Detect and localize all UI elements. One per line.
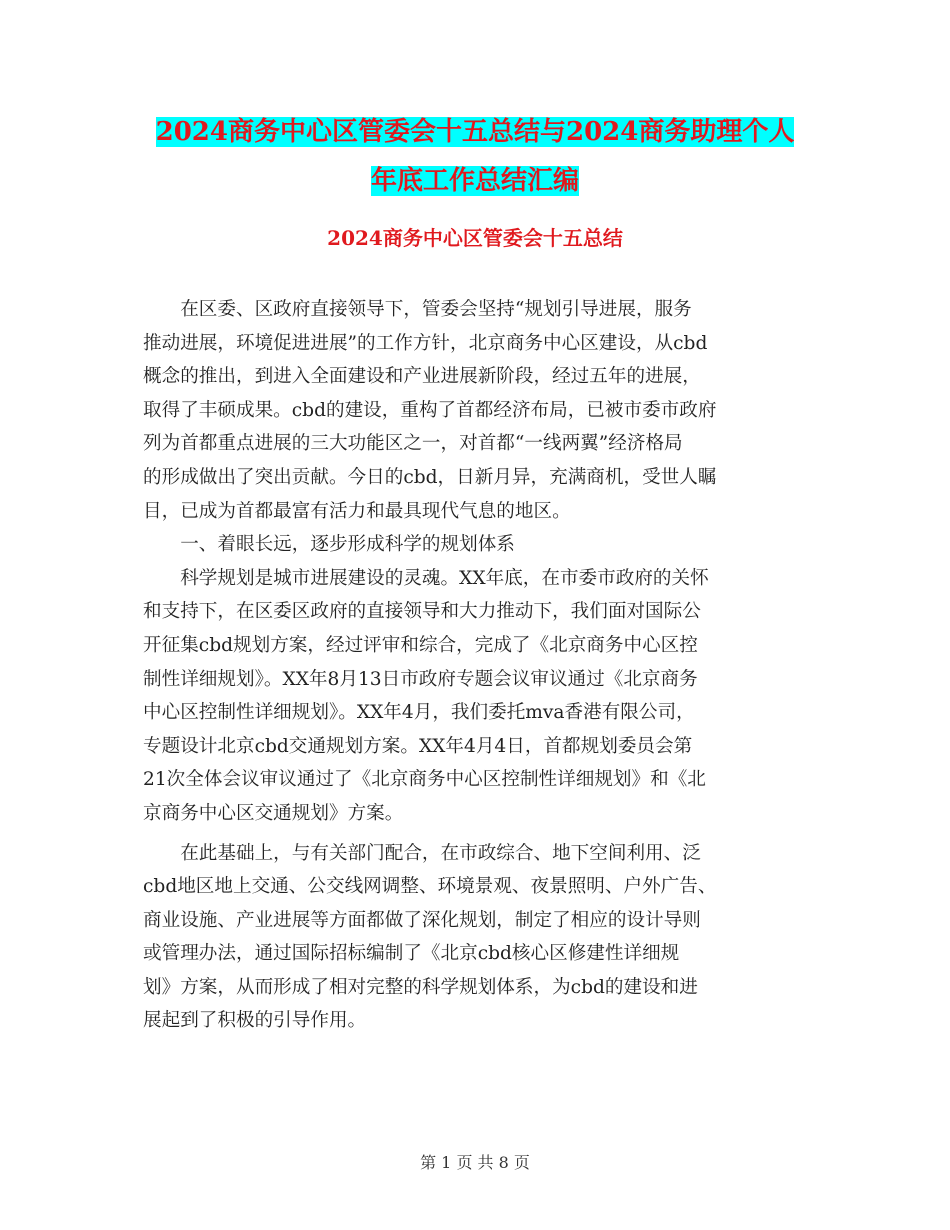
paragraph-line: 推动进展，环境促进进展”的工作方针，北京商务中心区建设，从cbd bbox=[143, 332, 708, 354]
paragraph-line: 中心区控制性详细规划》。XX年4月，我们委托mva香港有限公司， bbox=[143, 702, 695, 724]
page-footer: 第 1 页 共 8 页 bbox=[420, 1153, 530, 1172]
paragraph-line: 展起到了积极的引导作用。 bbox=[143, 1010, 367, 1032]
section-title: 2024商务中心区管委会十五总结 bbox=[327, 226, 623, 250]
paragraph bbox=[143, 837, 813, 1039]
paragraph-line: 在区委、区政府直接领导下，管委会坚持“规划引导进展，服务 bbox=[143, 299, 692, 320]
paragraph-line: 的形成做出了突出贡献。今日的cbd，日新月异，充满商机，受世人瞩 bbox=[143, 466, 717, 488]
paragraph-line: 商业设施、产业进展等方面都做了深化规划，制定了相应的设计导则 bbox=[143, 909, 701, 931]
paragraph-line: 或管理办法，通过国际招标编制了《北京cbd核心区修建性详细规 bbox=[143, 943, 680, 965]
paragraph-line: 开征集cbd规划方案，经过评审和综合，完成了《北京商务中心区控 bbox=[143, 634, 698, 656]
document-title bbox=[0, 108, 950, 206]
paragraph bbox=[143, 528, 813, 562]
paragraph-line: 一、着眼长远，逐步形成科学的规划体系 bbox=[143, 534, 515, 556]
paragraph-line: 京商务中心区交通规划》方案。 bbox=[143, 802, 404, 824]
paragraph bbox=[143, 562, 813, 831]
title-line-2: 年底工作总结汇编 bbox=[370, 166, 579, 196]
title-line-1: 2024商务中心区管委会十五总结与2024商务助理个人 bbox=[155, 117, 795, 147]
paragraph-line: 划》方案，从而形成了相对完整的科学规划体系，为cbd的建设和进 bbox=[143, 976, 698, 998]
paragraph-line: 在此基础上，与有关部门配合，在市政综合、地下空间利用、泛 bbox=[143, 842, 701, 864]
paragraph-line: 科学规划是城市进展建设的灵魂。XX年底，在市委市政府的关怀 bbox=[143, 567, 709, 589]
paragraph-line: cbd地区地上交通、公交线网调整、环境景观、夜景照明、户外广告、 bbox=[143, 876, 717, 898]
body-text bbox=[143, 293, 813, 1038]
paragraph-line: 概念的推出，到进入全面建设和产业进展新阶段，经过五年的进展， bbox=[143, 366, 701, 388]
paragraph-line: 目，已成为首都最富有活力和最具现代气息的地区。 bbox=[143, 500, 571, 522]
paragraph-line: 制性详细规划》。XX年8月13日市政府专题会议审议通过《北京商务 bbox=[143, 668, 698, 690]
paragraph-line: 取得了丰硕成果。cbd的建设，重构了首都经济布局，已被市委市政府 bbox=[143, 399, 717, 421]
paragraph bbox=[143, 293, 813, 528]
paragraph-line: 专题设计北京cbd交通规划方案。XX年4月4日，首都规划委员会第 bbox=[143, 735, 693, 757]
paragraph-line: 列为首都重点进展的三大功能区之一，对首都“一线两翼”经济格局 bbox=[143, 433, 683, 455]
paragraph-line: 和支持下，在区委区政府的直接领导和大力推动下，我们面对国际公 bbox=[143, 601, 701, 623]
paragraph-line: 21次全体会议审议通过了《北京商务中心区控制性详细规划》和《北 bbox=[143, 769, 706, 791]
